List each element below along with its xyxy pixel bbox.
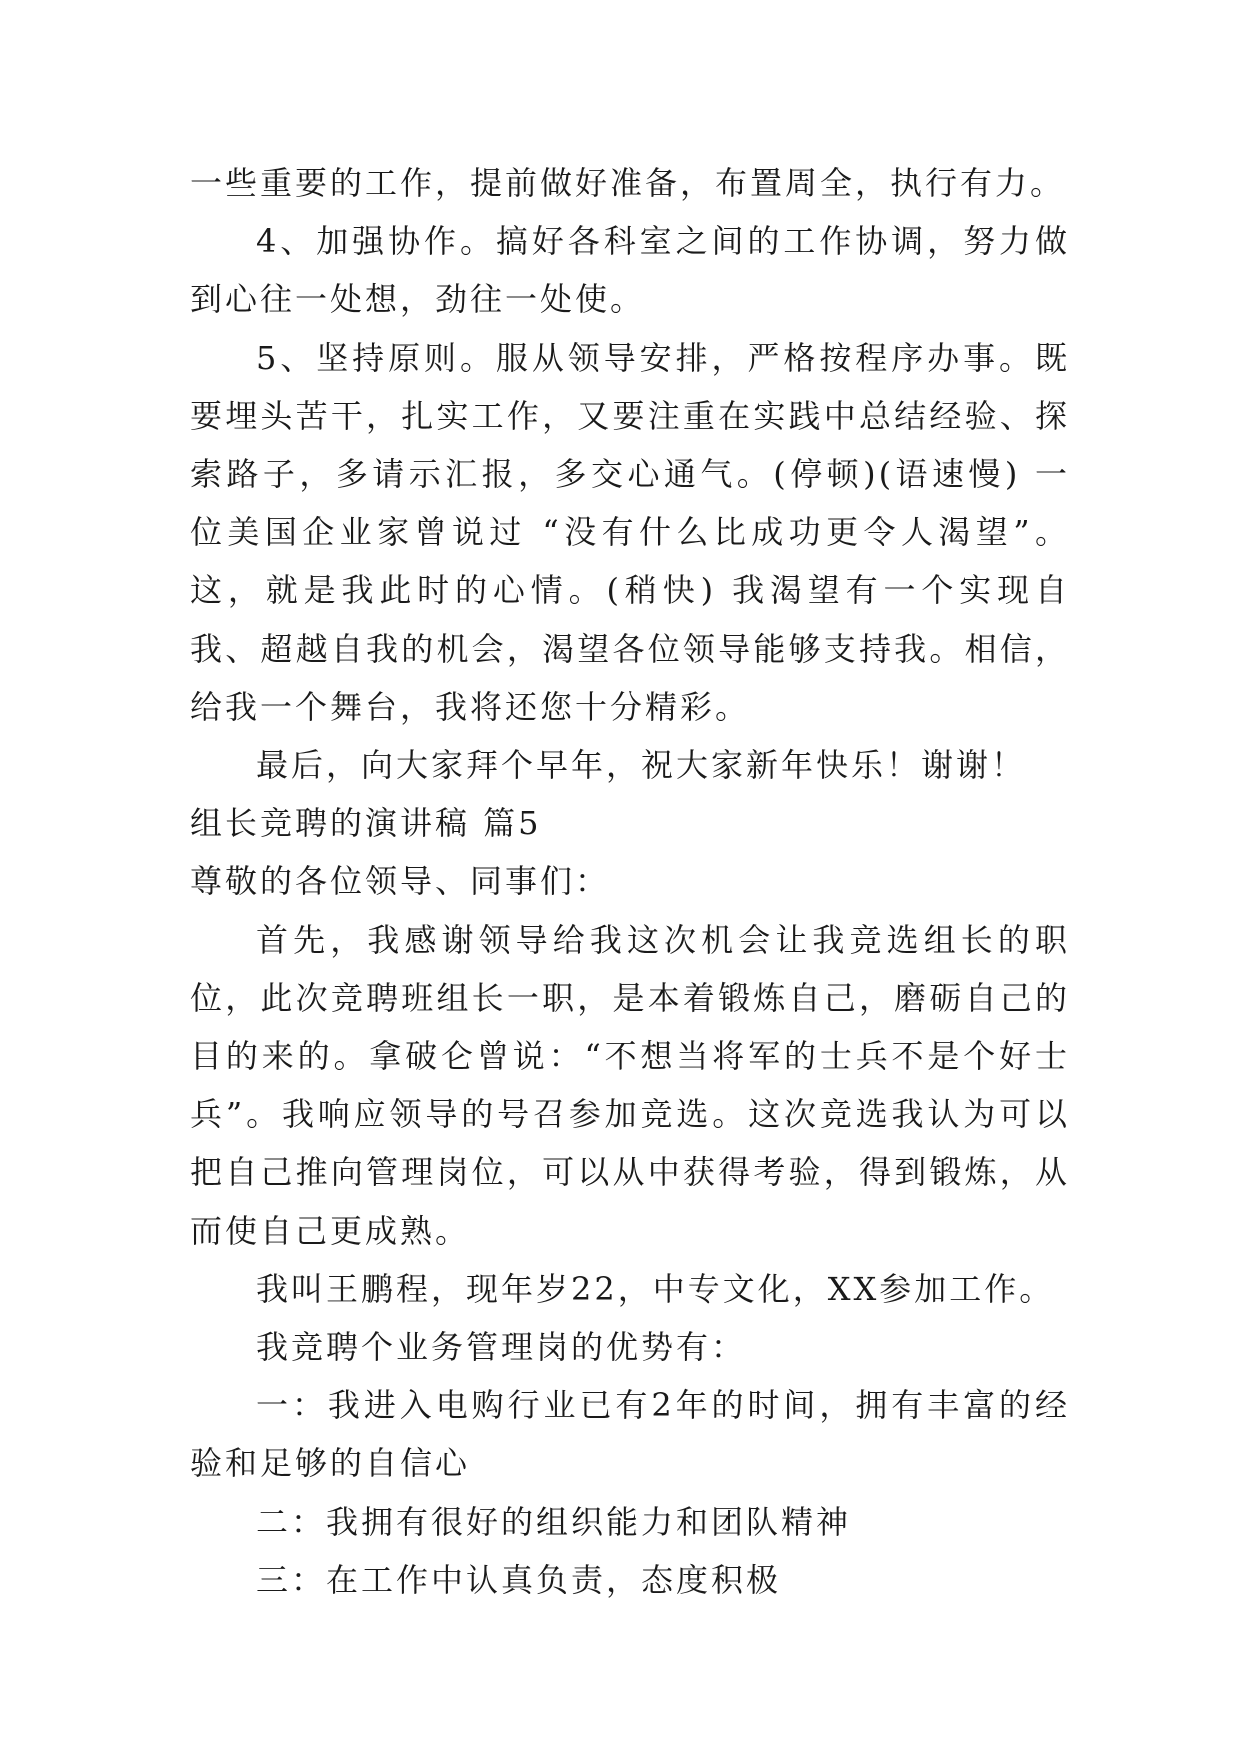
paragraph-point-5: 5、坚持原则。服从领导安排，严格按程序办事。既要埋头苦干，扎实工作，又要注重在实践中总结经验、探索路子，多请示汇报，多交心通气。(停顿)(语速慢) 一位美国企业家曾说过 “没有什么比成功更令人渴望”。这，就是我此时的心情。(稍快) 我渴望有一个实现自我、超越自我的机会，渴望各位领导能够支持我。相信，给我一个舞台，我将还您十分精彩。 bbox=[190, 338, 1070, 726]
paragraph-introduction: 首先，我感谢领导给我这次机会让我竞选组长的职位，此次竞聘班组长一职，是本着锻炼自己，磨砺自己的目的来的。拿破仑曾说：“不想当将军的士兵不是个好士兵”。我响应领导的号召参加竞选。这次竞选我认为可以把自己推向管理岗位，可以从中获得考验，得到锻炼，从而使自己更成熟。 bbox=[190, 920, 1070, 1250]
section-heading: 组长竞聘的演讲稿 篇5 bbox=[190, 804, 542, 843]
paragraph-advantage-3: 三：在工作中认真负责，态度积极 bbox=[256, 1560, 782, 1599]
paragraph-advantage-2: 二：我拥有很好的组织能力和团队精神 bbox=[256, 1502, 852, 1541]
paragraph-closing: 最后，向大家拜个早年，祝大家新年快乐！谢谢！ bbox=[256, 746, 1027, 785]
paragraph-point-4: 4、加强协作。搞好各科室之间的工作协调，努力做到心往一处想，劲往一处使。 bbox=[190, 222, 1070, 319]
paragraph-advantage-1: 一：我进入电购行业已有2年的时间，拥有丰富的经验和足够的自信心 bbox=[190, 1386, 1070, 1483]
paragraph-work-preparation: 一些重要的工作，提前做好准备，布置周全，执行有力。 bbox=[190, 164, 1066, 202]
salutation: 尊敬的各位领导、同事们： bbox=[190, 862, 611, 901]
paragraph-advantages-heading: 我竞聘个业务管理岗的优势有： bbox=[256, 1328, 747, 1367]
paragraph-self-intro: 我叫王鹏程，现年岁22，中专文化，XX参加工作。 bbox=[256, 1269, 1055, 1308]
document-body bbox=[190, 154, 1070, 1609]
